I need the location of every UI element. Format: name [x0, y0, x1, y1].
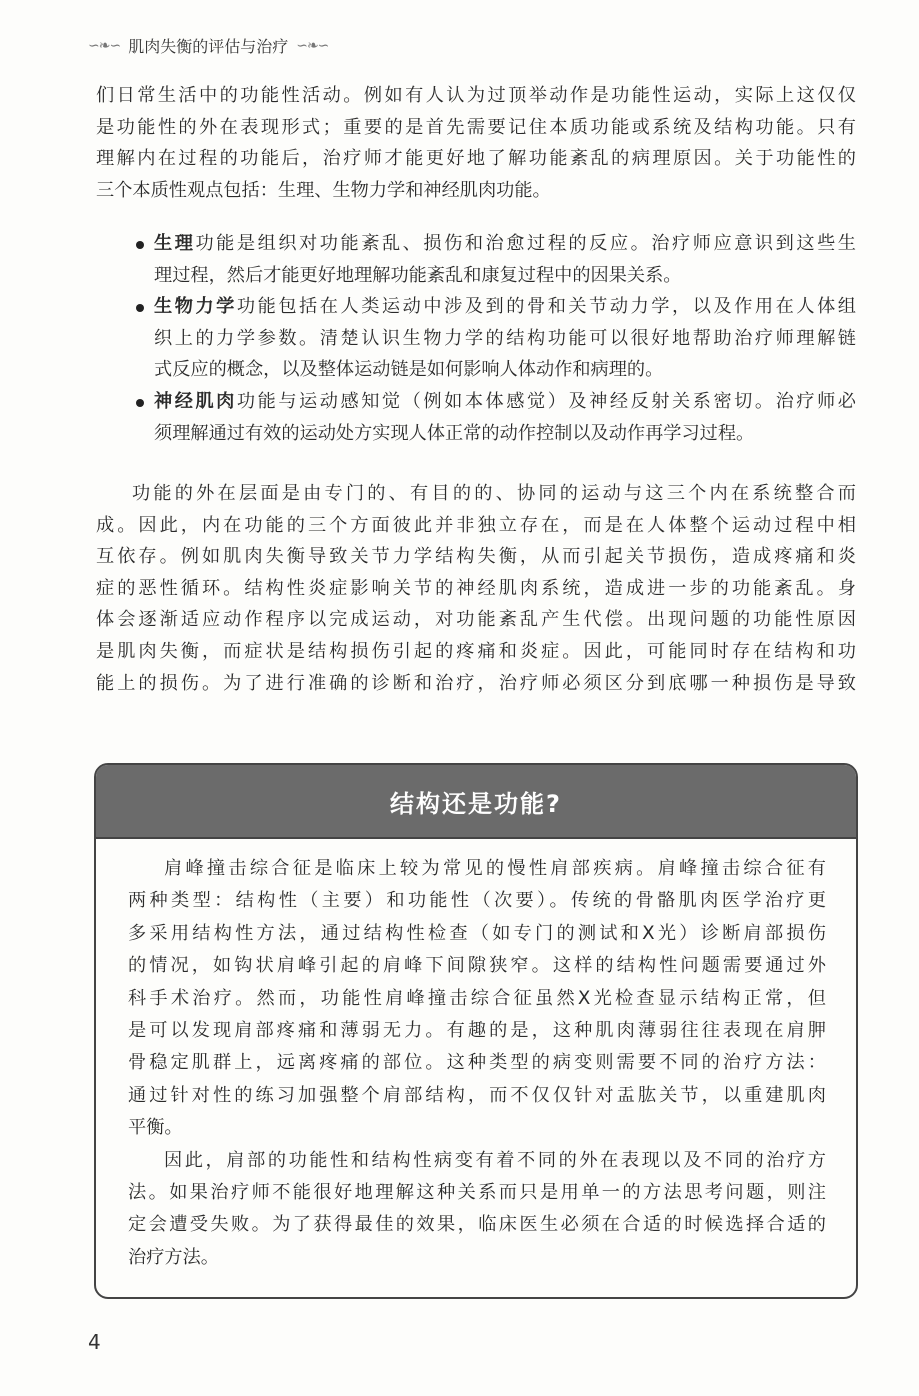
text-line: 是肌肉失衡，而症状是结构损伤引起的疼痛和炎症。因此，可能同时存在结构和功	[96, 640, 856, 662]
box-text-line: 多采用结构性方法，通过结构性检查（如专门的测试和X光）诊断肩部损伤	[128, 922, 826, 944]
bullet-item-physiology	[134, 228, 856, 291]
text-line: 互依存。例如肌肉失衡导致关节力学结构失衡，从而引起关节损伤，造成疼痛和炎	[96, 546, 856, 568]
bullet-item-biomechanics	[134, 291, 856, 386]
box-text-line: 治疗方法。	[128, 1246, 219, 1268]
box-text-line: 因此，肩部的功能性和结构性病变有着不同的外在表现以及不同的治疗方	[164, 1149, 826, 1171]
bullet-list	[134, 228, 856, 449]
bullet-text: 功能是组织对功能紊乱、损伤和治愈过程的反应。治疗师应意识到这些生	[195, 233, 856, 254]
book-title: 肌肉失衡的评估与治疗	[128, 37, 289, 56]
bullet-term: 神经肌肉	[154, 390, 237, 412]
box-text-line: 法。如果治疗师不能很好地理解这种关系而只是用单一的方法思考问题，则注	[128, 1182, 826, 1204]
page-number: 4	[88, 1330, 101, 1354]
text-line: 三个本质性观点包括：生理、生物力学和神经肌肉功能。	[96, 179, 551, 201]
box-text-line: 肩峰撞击综合征是临床上较为常见的慢性肩部疾病。肩峰撞击综合征有	[164, 858, 826, 879]
box-text-line: 定会遭受失败。为了获得最佳的效果，临床医生必须在合适的时候选择合适的	[128, 1214, 826, 1236]
paragraph-intro	[96, 80, 856, 206]
bullet-item-neuromuscular	[134, 386, 856, 449]
box-body	[96, 839, 856, 1274]
box-text-line: 通过针对性的练习加强整个肩部结构，而不仅仅针对盂肱关节，以重建肌肉	[128, 1084, 826, 1106]
box-text-line: 科手术治疗。然而，功能性肩峰撞击综合征虽然X光检查显示结构正常，但	[128, 987, 826, 1009]
sidebar-box	[94, 763, 858, 1299]
box-text-line: 两种类型：结构性（主要）和功能性（次要）。传统的骨骼肌肉医学治疗更	[128, 890, 826, 912]
box-title: 结构还是功能?	[96, 765, 856, 839]
text-line: 是功能性的外在表现形式；重要的是首先需要记住本质功能或系统及结构功能。只有	[96, 116, 856, 138]
bullet-text: 须理解通过有效的运动处方实现人体正常的动作控制以及动作再学习过程。	[154, 422, 755, 444]
running-header	[88, 34, 328, 57]
bullet-text: 织上的力学参数。清楚认识生物力学的结构功能可以很好地帮助治疗师理解链	[154, 327, 856, 349]
text-line: 功能的外在层面是由专门的、有目的的、协同的运动与这三个内在系统整合而	[132, 483, 856, 504]
box-text-line: 是可以发现肩部疼痛和薄弱无力。有趣的是，这种肌肉薄弱往往表现在肩胛	[128, 1020, 826, 1042]
text-line: 能上的损伤。为了进行准确的诊断和治疗，治疗师必须区分到底哪一种损伤是导致	[96, 672, 856, 694]
flourish-left-ornament: ∽❧∽	[88, 37, 121, 54]
bullet-term: 生理	[154, 233, 196, 254]
bullet-text: 功能包括在人类运动中涉及到的骨和关节动力学，以及作用在人体组	[236, 296, 856, 318]
box-text-line: 的情况，如钩状肩峰引起的肩峰下间隙狭窄。这样的结构性问题需要通过外	[128, 955, 826, 977]
bullet-text: 功能与运动感知觉（例如本体感觉）及神经反射关系密切。治疗师必	[236, 390, 856, 412]
bullet-text: 理过程，然后才能更好地理解功能紊乱和康复过程中的因果关系。	[154, 264, 682, 286]
text-line: 们日常生活中的功能性活动。例如有人认为过顶举动作是功能性运动，实际上这仅仅	[96, 85, 856, 106]
text-line: 理解内在过程的功能后，治疗师才能更好地了解功能紊乱的病理原因。关于功能性的	[96, 148, 856, 170]
bullet-term: 生物力学	[154, 296, 237, 318]
flourish-right-ornament: ∽❧∽	[296, 37, 329, 54]
text-line: 症的恶性循环。结构性炎症影响关节的神经肌肉系统，造成进一步的功能紊乱。身	[96, 577, 856, 599]
text-line: 体会逐渐适应动作程序以完成运动，对功能紊乱产生代偿。出现问题的功能性原因	[96, 609, 856, 631]
box-text-line: 骨稳定肌群上，远离疼痛的部位。这种类型的病变则需要不同的治疗方法：	[128, 1052, 826, 1074]
bullet-text: 式反应的概念，以及整体运动链是如何影响人体动作和病理的。	[154, 359, 664, 381]
text-line: 成。因此，内在功能的三个方面彼此并非独立存在，而是在人体整个运动过程中相	[96, 514, 856, 536]
box-text-line: 平衡。	[128, 1117, 183, 1139]
paragraph-function	[96, 478, 856, 699]
